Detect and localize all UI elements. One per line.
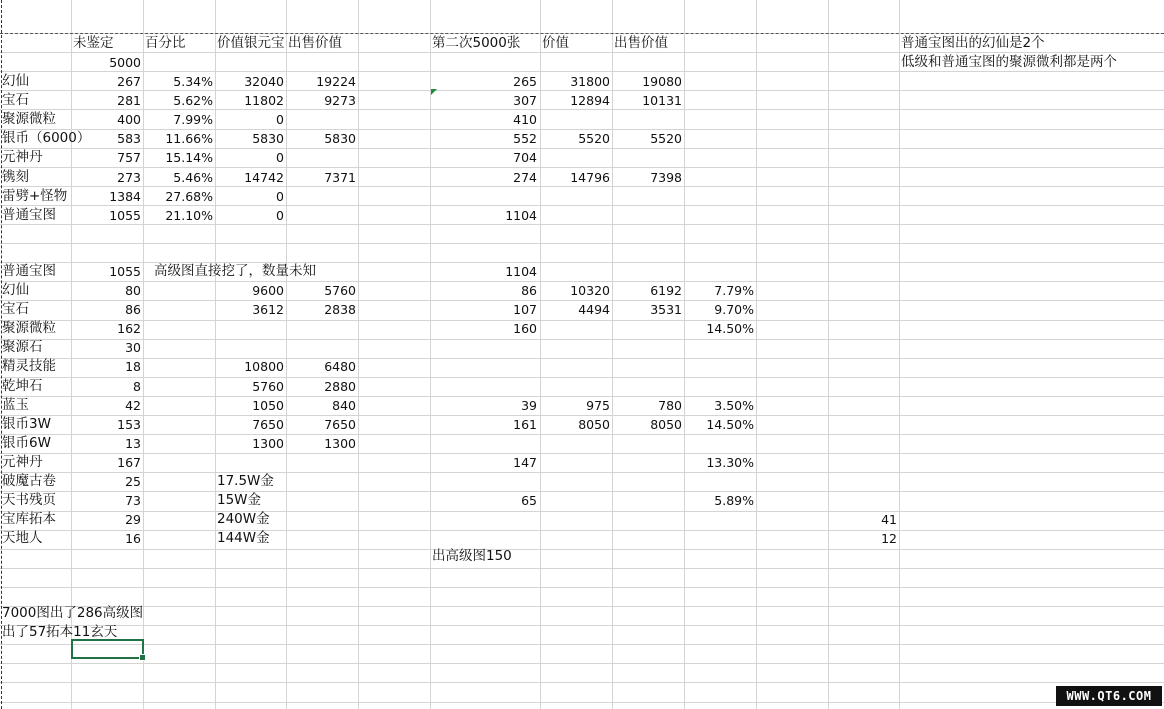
percent-cell[interactable]: 15.14% — [165, 150, 213, 165]
count2-cell[interactable]: 704 — [513, 150, 537, 165]
header-second-5000[interactable]: 第二次5000张 — [432, 35, 521, 51]
value-cell[interactable]: 0 — [276, 112, 284, 127]
percent2-cell[interactable] — [684, 357, 757, 376]
total-cell[interactable]: 5000 — [109, 55, 141, 70]
count2-cell[interactable]: 1104 — [505, 208, 537, 223]
count-cell[interactable]: 86 — [125, 302, 141, 317]
count2-cell[interactable]: 265 — [513, 74, 537, 89]
count2-cell[interactable]: 160 — [513, 321, 537, 336]
item-name-cell[interactable]: 天地人 — [2, 530, 43, 546]
item-name-cell[interactable]: 元神丹 — [2, 149, 43, 165]
s2-header-name[interactable]: 普通宝图 — [2, 263, 56, 279]
count2-cell[interactable] — [467, 472, 540, 491]
extra-count-cell[interactable] — [828, 434, 900, 453]
sell2-cell[interactable] — [612, 110, 685, 129]
count-cell[interactable]: 400 — [117, 112, 141, 127]
sell2-cell[interactable]: 5520 — [650, 131, 682, 146]
count-cell[interactable]: 1055 — [109, 208, 141, 223]
sell2-cell[interactable] — [612, 206, 685, 225]
header-value2[interactable]: 价值 — [542, 35, 569, 51]
extra-count-cell[interactable] — [828, 357, 900, 376]
value2-cell[interactable]: 5520 — [578, 131, 610, 146]
value-cell[interactable]: 10800 — [244, 359, 284, 374]
extra-count-cell[interactable] — [828, 472, 900, 491]
item-name-cell[interactable]: 宝石 — [2, 92, 29, 108]
sell-cell[interactable] — [286, 148, 359, 167]
count2-cell[interactable]: 161 — [513, 417, 537, 432]
extra-count-cell[interactable] — [828, 453, 900, 472]
percent2-cell[interactable]: 14.50% — [706, 417, 754, 432]
sell2-cell[interactable]: 6192 — [650, 283, 682, 298]
item-name-cell[interactable]: 元神丹 — [2, 454, 43, 470]
extra-count-cell[interactable] — [828, 338, 900, 357]
extra-count-cell[interactable] — [828, 377, 900, 396]
site-watermark: WWW.QT6.COM — [1056, 686, 1162, 706]
count-cell[interactable]: 583 — [117, 131, 141, 146]
sell-cell[interactable]: 9273 — [324, 93, 356, 108]
sell2-cell[interactable] — [612, 319, 685, 338]
item-name-cell[interactable]: 银币3W — [2, 416, 51, 432]
count2-cell[interactable]: 552 — [513, 131, 537, 146]
value2-cell[interactable] — [540, 319, 613, 338]
sell-cell[interactable]: 1300 — [324, 436, 356, 451]
extra-count-cell[interactable] — [828, 415, 900, 434]
extra-count-cell[interactable]: 12 — [881, 531, 897, 546]
item-name-cell[interactable]: 蓝玉 — [2, 397, 29, 413]
value-cell[interactable]: 240W金 — [217, 511, 270, 527]
s2-header-count2[interactable]: 1104 — [505, 264, 537, 279]
sell-cell[interactable]: 7371 — [324, 170, 356, 185]
count2-cell[interactable]: 39 — [521, 398, 537, 413]
percent2-cell[interactable]: 9.70% — [714, 302, 754, 317]
count2-cell[interactable]: 410 — [513, 112, 537, 127]
item-name-cell[interactable]: 银币6W — [2, 435, 51, 451]
item-name-cell[interactable]: 聚源微粒 — [2, 320, 56, 336]
value-cell[interactable]: 0 — [276, 208, 284, 223]
percent2-cell[interactable]: 7.79% — [714, 283, 754, 298]
value2-cell[interactable]: 14796 — [570, 170, 610, 185]
count2-cell[interactable]: 65 — [521, 493, 537, 508]
count2-cell[interactable]: 86 — [521, 283, 537, 298]
percent-cell[interactable]: 5.62% — [173, 93, 213, 108]
count2-cell[interactable] — [467, 434, 540, 453]
value-cell[interactable]: 3612 — [252, 302, 284, 317]
item-name-cell[interactable]: 天书残页 — [2, 492, 56, 508]
percent2-cell[interactable] — [684, 529, 757, 548]
header-sell-value2[interactable]: 出售价值 — [614, 35, 668, 51]
item-name-cell[interactable]: 乾坤石 — [2, 378, 43, 394]
percent2-cell[interactable] — [684, 434, 757, 453]
value-cell[interactable] — [215, 319, 287, 338]
value-cell[interactable]: 5830 — [252, 131, 284, 146]
percent-cell[interactable]: 11.66% — [165, 131, 213, 146]
item-name-cell[interactable]: 聚源石 — [2, 339, 43, 355]
sell2-cell[interactable] — [612, 148, 685, 167]
item-name-cell[interactable]: 幻仙 — [2, 73, 29, 89]
percent-cell[interactable]: 27.68% — [165, 189, 213, 204]
count-cell[interactable]: 16 — [125, 531, 141, 546]
note-line-2[interactable]: 出了57拓本11玄天 — [2, 624, 118, 640]
item-name-cell[interactable]: 破魔古卷 — [2, 473, 56, 489]
item-name-cell[interactable]: 普通宝图 — [2, 207, 56, 223]
sell-cell[interactable] — [286, 110, 359, 129]
count-cell[interactable]: 162 — [117, 321, 141, 336]
value2-cell[interactable] — [540, 510, 613, 529]
sell-cell[interactable]: 6480 — [324, 359, 356, 374]
sell2-cell[interactable] — [612, 338, 685, 357]
sell-cell[interactable] — [286, 472, 359, 491]
value-cell[interactable]: 0 — [276, 189, 284, 204]
sell-cell[interactable] — [286, 510, 359, 529]
sell2-cell[interactable]: 7398 — [650, 170, 682, 185]
note-cell-1[interactable]: 普通宝图出的幻仙是2个 — [901, 35, 1045, 51]
sell-cell[interactable]: 5830 — [324, 131, 356, 146]
count-cell[interactable]: 153 — [117, 417, 141, 432]
count2-cell[interactable]: 274 — [513, 170, 537, 185]
value2-cell[interactable]: 12894 — [570, 93, 610, 108]
sell-cell[interactable]: 5760 — [324, 283, 356, 298]
sell2-cell[interactable]: 780 — [658, 398, 682, 413]
value-cell[interactable]: 15W金 — [217, 492, 262, 508]
sell2-cell[interactable]: 19080 — [642, 74, 682, 89]
count-cell[interactable]: 42 — [125, 398, 141, 413]
count2-cell[interactable] — [467, 529, 540, 548]
value2-cell[interactable] — [540, 434, 613, 453]
count2-cell[interactable] — [467, 377, 540, 396]
sell2-cell[interactable] — [612, 357, 685, 376]
percent2-cell[interactable] — [684, 338, 757, 357]
count-cell[interactable]: 80 — [125, 283, 141, 298]
value2-cell[interactable] — [540, 491, 613, 510]
extra-count-cell[interactable]: 41 — [881, 512, 897, 527]
count-cell[interactable]: 273 — [117, 170, 141, 185]
sell-cell[interactable]: 2880 — [324, 379, 356, 394]
percent-cell[interactable]: 5.34% — [173, 74, 213, 89]
item-name-cell[interactable]: 雷劈+怪物 — [2, 188, 68, 204]
value-cell[interactable]: 32040 — [244, 74, 284, 89]
count-cell[interactable]: 18 — [125, 359, 141, 374]
count-cell[interactable]: 13 — [125, 436, 141, 451]
value-cell[interactable] — [215, 338, 287, 357]
header-sell-value[interactable]: 出售价值 — [288, 35, 342, 51]
count2-cell[interactable]: 107 — [513, 302, 537, 317]
s2-header-note[interactable]: 高级图直接挖了，数量未知 — [154, 263, 316, 279]
header-value-silver[interactable]: 价值银元宝 — [217, 35, 285, 51]
item-name-cell[interactable]: 宝库拓本 — [2, 511, 56, 527]
sell2-cell[interactable] — [612, 529, 685, 548]
value2-cell[interactable]: 10320 — [570, 283, 610, 298]
value-cell[interactable]: 14742 — [244, 170, 284, 185]
percent2-cell[interactable]: 13.30% — [706, 455, 754, 470]
value-cell[interactable]: 7650 — [252, 417, 284, 432]
value-cell[interactable] — [215, 453, 287, 472]
header-percent[interactable]: 百分比 — [145, 35, 186, 51]
sell-cell[interactable] — [286, 206, 359, 225]
value-cell[interactable]: 11802 — [244, 93, 284, 108]
sell-cell[interactable]: 19224 — [316, 74, 356, 89]
note-high-maps[interactable]: 出高级图150 — [432, 548, 512, 564]
fill-handle[interactable] — [139, 654, 146, 661]
percent2-cell[interactable] — [684, 510, 757, 529]
value2-cell[interactable] — [540, 148, 613, 167]
value2-cell[interactable]: 4494 — [578, 302, 610, 317]
percent2-cell[interactable]: 3.50% — [714, 398, 754, 413]
count-cell[interactable]: 73 — [125, 493, 141, 508]
count-cell[interactable]: 167 — [117, 455, 141, 470]
sell-cell[interactable] — [286, 319, 359, 338]
count-cell[interactable]: 267 — [117, 74, 141, 89]
value2-cell[interactable] — [540, 529, 613, 548]
value2-cell[interactable]: 31800 — [570, 74, 610, 89]
count-cell[interactable]: 29 — [125, 512, 141, 527]
percent2-cell[interactable] — [684, 472, 757, 491]
extra-count-cell[interactable] — [828, 300, 900, 319]
note-line-1[interactable]: 7000图出了286高级图 — [2, 605, 144, 621]
percent2-cell[interactable] — [684, 377, 757, 396]
extra-count-cell[interactable] — [828, 491, 900, 510]
value-cell[interactable]: 1050 — [252, 398, 284, 413]
sell2-cell[interactable] — [612, 510, 685, 529]
sell-cell[interactable] — [286, 491, 359, 510]
percent2-cell[interactable]: 5.89% — [714, 493, 754, 508]
sell2-cell[interactable]: 10131 — [642, 93, 682, 108]
value2-cell[interactable] — [540, 206, 613, 225]
value-cell[interactable]: 9600 — [252, 283, 284, 298]
sell2-cell[interactable] — [612, 453, 685, 472]
count2-cell[interactable] — [467, 187, 540, 206]
sell-cell[interactable] — [286, 529, 359, 548]
count-cell[interactable]: 281 — [117, 93, 141, 108]
value-cell[interactable]: 1300 — [252, 436, 284, 451]
header-unidentified[interactable]: 未鉴定 — [73, 35, 114, 51]
percent2-cell[interactable]: 14.50% — [706, 321, 754, 336]
extra-count-cell[interactable] — [828, 281, 900, 300]
value2-cell[interactable]: 8050 — [578, 417, 610, 432]
extra-count-cell[interactable] — [828, 396, 900, 415]
s2-header-count[interactable]: 1055 — [109, 264, 141, 279]
percent-cell[interactable]: 7.99% — [173, 112, 213, 127]
percent-cell[interactable]: 5.46% — [173, 170, 213, 185]
sell2-cell[interactable]: 3531 — [650, 302, 682, 317]
item-name-cell[interactable]: 镌刻 — [2, 169, 29, 185]
sell2-cell[interactable]: 8050 — [650, 417, 682, 432]
sell2-cell[interactable] — [612, 377, 685, 396]
sell2-cell[interactable] — [612, 472, 685, 491]
count-cell[interactable]: 8 — [133, 379, 141, 394]
sell2-cell[interactable] — [612, 434, 685, 453]
count-cell[interactable]: 1384 — [109, 189, 141, 204]
value2-cell[interactable]: 975 — [586, 398, 610, 413]
sell-cell[interactable] — [286, 187, 359, 206]
count-cell[interactable]: 25 — [125, 474, 141, 489]
value2-cell[interactable] — [540, 453, 613, 472]
value2-cell[interactable] — [540, 377, 613, 396]
value2-cell[interactable] — [540, 472, 613, 491]
sell-cell[interactable] — [286, 453, 359, 472]
count-cell[interactable]: 757 — [117, 150, 141, 165]
item-name-cell[interactable]: 聚源微粒 — [2, 111, 56, 127]
value2-cell[interactable] — [540, 187, 613, 206]
count2-cell[interactable] — [467, 510, 540, 529]
count2-cell[interactable]: 307 — [513, 93, 537, 108]
sell-cell[interactable]: 840 — [332, 398, 356, 413]
sell2-cell[interactable] — [612, 491, 685, 510]
percent-cell[interactable]: 21.10% — [165, 208, 213, 223]
item-name-cell[interactable]: 精灵技能 — [2, 358, 56, 374]
count-cell[interactable]: 30 — [125, 340, 141, 355]
count2-cell[interactable] — [467, 357, 540, 376]
count2-cell[interactable]: 147 — [513, 455, 537, 470]
error-indicator-icon — [431, 89, 437, 95]
note-cell-2[interactable]: 低级和普通宝图的聚源微利都是两个 — [901, 54, 1117, 70]
value2-cell[interactable] — [540, 357, 613, 376]
sell-cell[interactable] — [286, 338, 359, 357]
item-name-cell[interactable]: 银币（6000） — [2, 130, 91, 146]
sell2-cell[interactable] — [612, 187, 685, 206]
count2-cell[interactable] — [467, 338, 540, 357]
sell-cell[interactable]: 7650 — [324, 417, 356, 432]
value2-cell[interactable] — [540, 110, 613, 129]
value-cell[interactable]: 144W金 — [217, 530, 270, 546]
value-cell[interactable]: 17.5W金 — [217, 473, 274, 489]
extra-count-cell[interactable] — [828, 319, 900, 338]
item-name-cell[interactable]: 幻仙 — [2, 282, 29, 298]
value-cell[interactable]: 0 — [276, 150, 284, 165]
item-name-cell[interactable]: 宝石 — [2, 301, 29, 317]
value2-cell[interactable] — [540, 338, 613, 357]
active-cell-selection[interactable] — [71, 639, 144, 659]
value-cell[interactable]: 5760 — [252, 379, 284, 394]
sell-cell[interactable]: 2838 — [324, 302, 356, 317]
